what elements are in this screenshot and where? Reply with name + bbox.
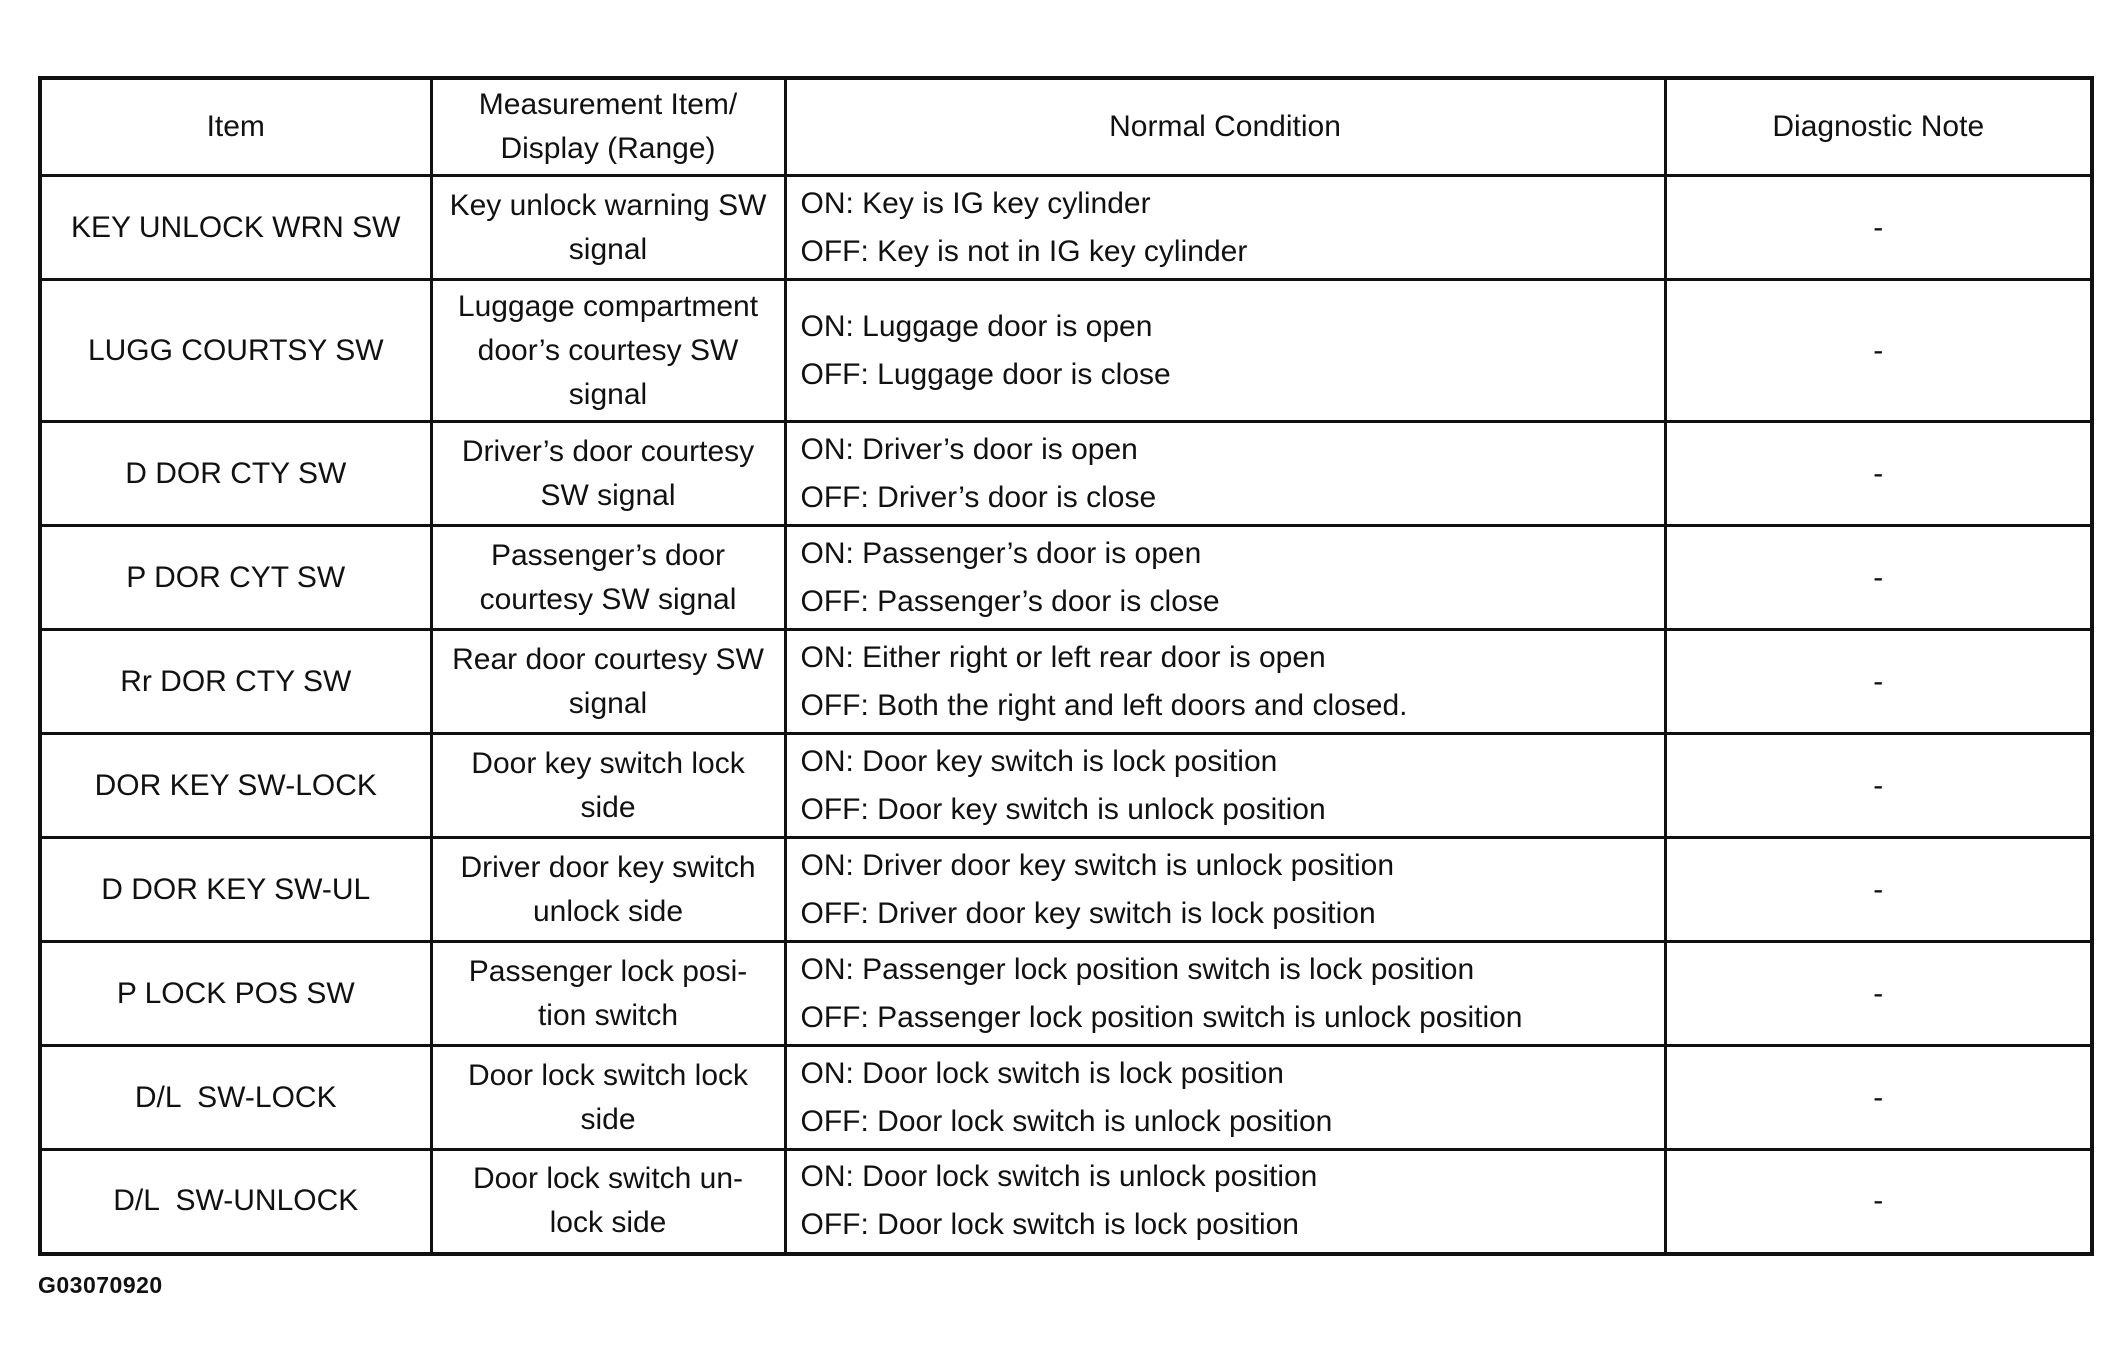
condition-cell — [785, 280, 1665, 422]
table-row — [40, 1150, 2092, 1254]
note-cell: - — [1665, 734, 2092, 838]
table-row — [40, 422, 2092, 526]
measurement-text: Driver door key switch unlock side — [460, 850, 756, 928]
condition-cell — [785, 1046, 1665, 1150]
condition-on: ON: Door key switch is lock position — [800, 744, 1278, 778]
measurement-cell — [431, 630, 785, 734]
condition-off: OFF: Door lock switch is lock position — [800, 1208, 1299, 1242]
measurement-text: Key unlock warning SW signal — [449, 188, 767, 266]
condition-off: OFF: Key is not in IG key cylinder — [800, 234, 1248, 268]
condition-cell — [785, 176, 1665, 280]
table-row — [40, 280, 2092, 422]
table-header-row — [40, 78, 2092, 176]
condition-cell — [785, 526, 1665, 630]
measurement-text: Rear door courtesy SW signal — [452, 642, 764, 720]
item-cell: P LOCK POS SW — [40, 942, 431, 1046]
table-row — [40, 838, 2092, 942]
measurement-text: Luggage compartment door’s courtesy SW signal — [457, 289, 759, 411]
condition-on: ON: Passenger lock position switch is lock position — [800, 952, 1475, 986]
data-monitor-table — [38, 76, 2094, 1256]
note-cell: - — [1665, 838, 2092, 942]
note-cell: - — [1665, 942, 2092, 1046]
measurement-cell — [431, 176, 785, 280]
condition-cell — [785, 734, 1665, 838]
measurement-text: Door lock switch un- lock side — [472, 1162, 744, 1240]
measurement-text: Door key switch lock side — [471, 746, 745, 824]
condition-off: OFF: Both the right and left doors and closed. — [800, 688, 1408, 722]
condition-off: OFF: Passenger lock position switch is unlock position — [800, 1000, 1523, 1034]
condition-off: OFF: Driver’s door is close — [800, 480, 1157, 514]
note-cell: - — [1665, 1150, 2092, 1254]
condition-off: OFF: Door lock switch is unlock position — [800, 1104, 1333, 1138]
condition-cell — [785, 838, 1665, 942]
condition-off: OFF: Driver door key switch is lock position — [800, 896, 1376, 930]
note-cell: - — [1665, 1046, 2092, 1150]
measurement-cell — [431, 1150, 785, 1254]
item-cell: P DOR CYT SW — [40, 526, 431, 630]
item-cell: D/L SW-LOCK — [40, 1046, 431, 1150]
table-row — [40, 942, 2092, 1046]
note-cell: - — [1665, 526, 2092, 630]
header-measurement-text: Measurement Item/ Display (Range) — [478, 88, 738, 165]
condition-off: OFF: Door key switch is unlock position — [800, 792, 1326, 826]
table-row — [40, 176, 2092, 280]
item-cell: DOR KEY SW-LOCK — [40, 734, 431, 838]
figure-code: G03070920 — [38, 1272, 163, 1298]
measurement-text: Driver’s door courtesy SW signal — [461, 434, 755, 512]
item-cell: Rr DOR CTY SW — [40, 630, 431, 734]
condition-cell — [785, 422, 1665, 526]
measurement-cell — [431, 280, 785, 422]
condition-on: ON: Passenger’s door is open — [800, 536, 1202, 570]
condition-cell — [785, 1150, 1665, 1254]
condition-cell — [785, 630, 1665, 734]
item-cell: LUGG COURTSY SW — [40, 280, 431, 422]
measurement-cell — [431, 838, 785, 942]
condition-on: ON: Either right or left rear door is open — [800, 640, 1326, 674]
measurement-cell — [431, 422, 785, 526]
condition-cell — [785, 942, 1665, 1046]
header-normal-condition: Normal Condition — [785, 78, 1665, 176]
data-monitor-table-container — [38, 76, 2090, 1256]
table-row — [40, 526, 2092, 630]
condition-off: OFF: Luggage door is close — [800, 357, 1171, 391]
condition-on: ON: Driver’s door is open — [800, 432, 1138, 466]
header-item: Item — [40, 78, 431, 176]
item-cell: D DOR CTY SW — [40, 422, 431, 526]
header-measurement — [431, 78, 785, 176]
table-row — [40, 1046, 2092, 1150]
condition-on: ON: Luggage door is open — [800, 309, 1153, 343]
condition-on: ON: Key is IG key cylinder — [800, 186, 1151, 220]
condition-off: OFF: Passenger’s door is close — [800, 584, 1220, 618]
measurement-cell — [431, 942, 785, 1046]
measurement-cell — [431, 526, 785, 630]
condition-on: ON: Door lock switch is unlock position — [800, 1160, 1318, 1194]
measurement-text: Door lock switch lock side — [467, 1058, 749, 1136]
table-row — [40, 630, 2092, 734]
item-cell: KEY UNLOCK WRN SW — [40, 176, 431, 280]
note-cell: - — [1665, 630, 2092, 734]
header-diagnostic-note: Diagnostic Note — [1665, 78, 2092, 176]
condition-on: ON: Door lock switch is lock position — [800, 1056, 1284, 1090]
measurement-cell — [431, 734, 785, 838]
measurement-cell — [431, 1046, 785, 1150]
item-cell: D/L SW-UNLOCK — [40, 1150, 431, 1254]
measurement-text: Passenger’s door courtesy SW signal — [479, 538, 737, 616]
condition-on: ON: Driver door key switch is unlock position — [800, 848, 1395, 882]
table-row — [40, 734, 2092, 838]
note-cell: - — [1665, 280, 2092, 422]
note-cell: - — [1665, 176, 2092, 280]
measurement-text: Passenger lock posi- tion switch — [468, 954, 748, 1032]
note-cell: - — [1665, 422, 2092, 526]
item-cell: D DOR KEY SW-UL — [40, 838, 431, 942]
